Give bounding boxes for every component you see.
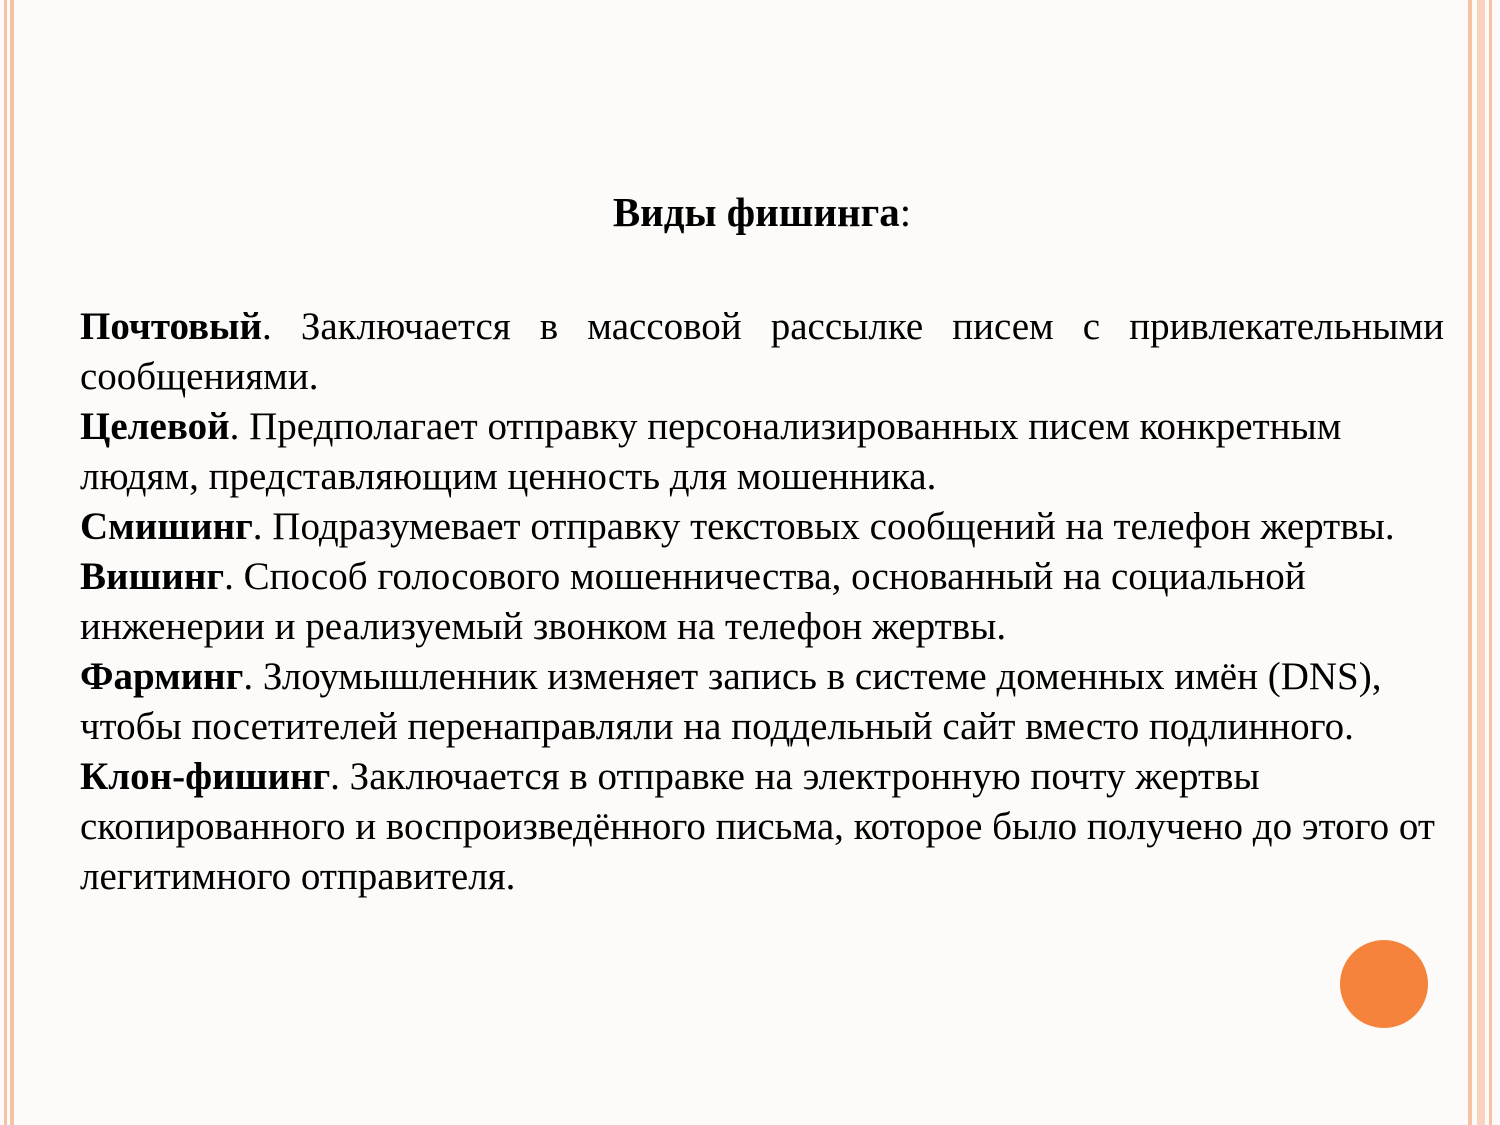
item-description: . Злоумышленник изменяет запись в системе доменных имён (DNS), чтобы посетителей перенаправляли на поддельный сайт вместо подлинного. — [80, 655, 1382, 748]
list-item-email — [80, 302, 1444, 402]
list-item-pharming — [80, 652, 1444, 752]
item-description: . Предполагает отправку персонализированных писем конкретным людям, представляющим ценность для мошенника. — [80, 405, 1342, 498]
item-term: Клон-фишинг — [80, 755, 331, 798]
right-border-stripe — [1477, 0, 1485, 1125]
slide-title-bold: Виды фишинга — [612, 189, 900, 235]
list-item-targeted — [80, 402, 1444, 502]
slide-title — [80, 186, 1444, 238]
item-description: . Подразумевает отправку текстовых сообщений на телефон жертвы. — [252, 505, 1395, 548]
item-description: . Способ голосового мошенничества, основанный на социальной инженерии и реализуемый звонком на телефон жертвы. — [80, 555, 1306, 648]
list-item-smishing — [80, 502, 1444, 552]
phishing-types-list — [80, 302, 1444, 902]
right-border-stripe — [1489, 0, 1492, 1125]
item-term: Смишинг — [80, 505, 253, 548]
item-description: . Заключается в отправке на электронную почту жертвы скопированного и воспроизведённого письма, которое было получено до этого от легитимного отправителя. — [80, 755, 1435, 898]
list-item-vishing — [80, 552, 1444, 652]
right-border-stripe — [1468, 0, 1472, 1125]
list-item-clone-phishing — [80, 752, 1444, 902]
item-term: Почтовый — [80, 305, 262, 348]
slide-title-colon: : — [899, 189, 912, 235]
left-border-stripe — [4, 0, 7, 1125]
item-term: Вишинг — [80, 555, 225, 598]
item-term: Фарминг — [80, 655, 244, 698]
item-description: . Заключается в массовой рассылке писем с привлекательными сообщениями. — [80, 305, 1444, 398]
decorative-orange-circle — [1340, 940, 1428, 1028]
left-border-stripe — [10, 0, 14, 1125]
item-term: Целевой — [80, 405, 230, 448]
